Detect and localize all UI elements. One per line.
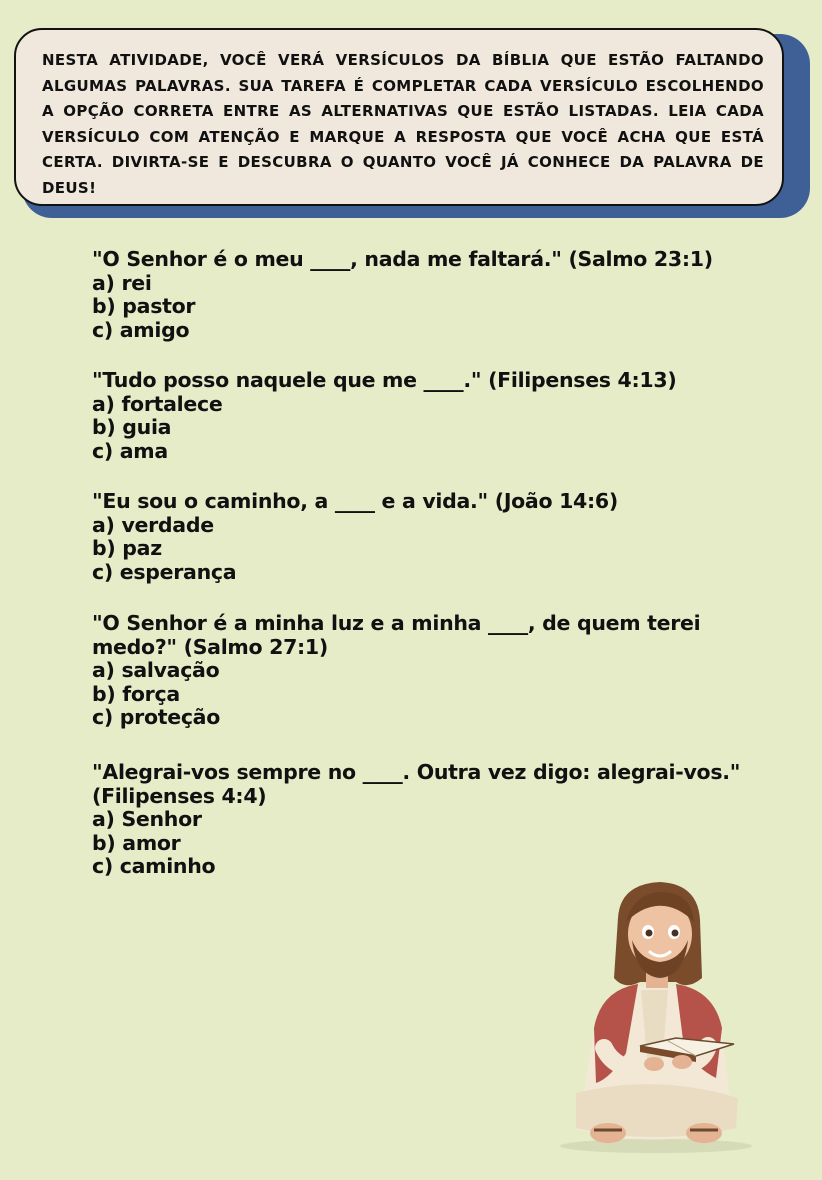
option-a[interactable]: a) fortalece (92, 391, 223, 416)
option-c[interactable]: c) proteção (92, 705, 220, 729)
options-list (92, 514, 752, 585)
option-b[interactable]: b) força (92, 681, 180, 706)
question-2 (92, 369, 752, 463)
option-c[interactable]: c) amigo (92, 317, 190, 342)
option-b[interactable]: b) paz (92, 536, 162, 560)
intro-box (14, 28, 784, 206)
options-list (92, 272, 752, 343)
question-text: "O Senhor é o meu ____, nada me faltará." (Salmo 23:1) (92, 247, 713, 271)
option-a[interactable]: a) rei (92, 270, 152, 295)
question-1 (92, 248, 752, 342)
intro-text: NESTA ATIVIDADE, VOCÊ VERÁ VERSÍCULOS DA BÍBLIA QUE ESTÃO FALTANDO ALGUMAS PALAVRAS. SUA TAREFA É COMPLETAR CADA VERSÍCULO ESCOLHENDO A OPÇÃO CORRETA ENTRE AS ALTERNATIVAS QUE ESTÃO LISTADAS. LEIA CADA VERSÍCULO COM ATENÇÃO E MARQUE A RESPOSTA QUE VOCÊ ACHA QUE ESTÁ CERTA. DIVIRTA-SE E DESCUBRA O QUANTO VOCÊ JÁ CONHECE DA PALAVRA DE DEUS! (42, 51, 764, 197)
jesus-reading-illustration (556, 878, 756, 1160)
question-4 (92, 612, 752, 730)
question-3 (92, 490, 752, 584)
question-text: "Alegrai-vos sempre no ____. Outra vez digo: alegrai-vos." (Filipenses 4:4) (92, 760, 741, 808)
options-list (92, 808, 752, 879)
question-text: "O Senhor é a minha luz e a minha ____, de quem terei medo?" (Salmo 27:1) (92, 611, 701, 659)
option-a[interactable]: a) salvação (92, 658, 220, 682)
option-b[interactable]: b) guia (92, 415, 172, 439)
option-b[interactable]: b) pastor (92, 294, 196, 318)
option-b[interactable]: b) amor (92, 830, 181, 855)
option-c[interactable]: c) caminho (92, 854, 216, 878)
option-c[interactable]: c) ama (92, 438, 168, 463)
question-text: "Tudo posso naquele que me ____." (Filipenses 4:13) (92, 368, 677, 392)
option-c[interactable]: c) esperança (92, 559, 237, 584)
options-list (92, 659, 752, 730)
option-a[interactable]: a) Senhor (92, 807, 202, 831)
option-a[interactable]: a) verdade (92, 512, 214, 537)
question-text: "Eu sou o caminho, a ____ e a vida." (João 14:6) (92, 489, 618, 513)
options-list (92, 393, 752, 464)
question-5 (92, 761, 752, 879)
